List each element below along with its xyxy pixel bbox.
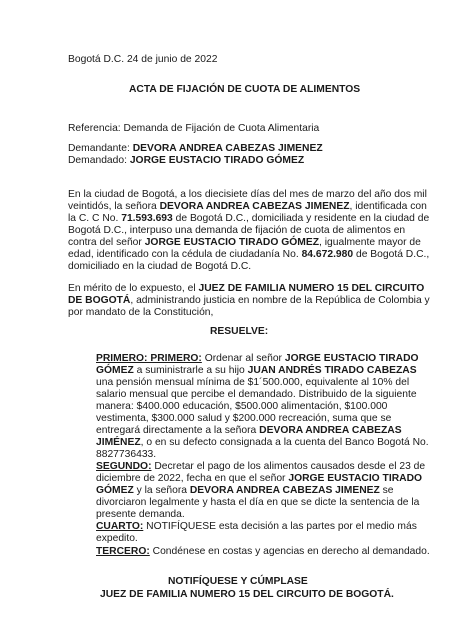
demandado-label: Demandado: — [68, 155, 130, 166]
tercero-label: TERCERO: — [96, 546, 150, 557]
text-span: a suministrarle a su hijo — [133, 365, 248, 376]
text-span: , o en su defecto consignada a la cuenta del Banco Bogotá No. — [140, 437, 429, 448]
place-date: Bogotá D.C. 24 de junio de 2022 — [68, 54, 218, 65]
text-line: por mandato de la Constitución, — [68, 307, 214, 318]
defendant-name: JORGE EUSTACIO TIRADO — [288, 473, 423, 484]
defendant-name: JORGE EUSTACIO TIRADO GÓMEZ — [144, 237, 319, 248]
plaintiff-id: 71.593.693 — [121, 213, 173, 224]
plaintiff-name: DEVORA ANDREA CABEZAS JIMENEZ — [189, 485, 380, 496]
defendant-id: 84.672.980 — [301, 249, 354, 260]
closing-notifiquese: NOTIFÍQUESE Y CÚMPLASE — [168, 576, 308, 587]
demandante-label: Demandante: — [68, 143, 133, 154]
text-line — [96, 520, 417, 533]
text-span: de Bogotá D.C., — [353, 249, 430, 260]
text-line: domiciliado en la ciudad de Bogotá D.C. — [68, 261, 252, 272]
demandante-name: DEVORA ANDREA CABEZAS JIMENEZ — [132, 143, 323, 154]
text-line: salario mensual que percibe el demandado. Distribuido de la siguiente — [96, 389, 417, 400]
plaintiff-name: JIMÉNEZ — [96, 437, 141, 448]
demandado-line — [68, 154, 304, 167]
text-span: , igualmente mayor de — [319, 237, 421, 248]
text-span: NOTIFÍQUESE esta decisión a las partes por el medio más — [143, 521, 417, 532]
primero-label: PRIMERO: PRIMERO: — [96, 353, 202, 364]
child-name: JUAN ANDRÉS TIRADO CABEZAS — [247, 365, 417, 376]
text-span: Condénese en costas y agencias en derecho al demandado. — [149, 546, 430, 557]
text-span: veintidós, la señora — [68, 201, 160, 212]
defendant-name: GÓMEZ — [96, 365, 134, 376]
segundo-label: SEGUNDO: — [96, 461, 152, 472]
text-line: vestimenta, $300.000 salud y $200.000 recreación, suma que se — [96, 413, 392, 424]
text-span: la C. C No. — [68, 213, 122, 224]
text-span: , administrando justicia en nombre de la República de Colombia y — [130, 295, 430, 306]
cuarto-label: CUARTO: — [96, 521, 144, 532]
text-span: y la señora — [133, 485, 190, 496]
text-line: una pensión mensual mínima de $1´500.000, equivalente al 10% del — [96, 377, 410, 388]
text-line: expedito. — [96, 533, 138, 544]
text-span: contra del señor — [68, 237, 145, 248]
resuelve-heading: RESUELVE: — [210, 326, 269, 337]
text-line: divorciaron legalmente y hasta el día en que se dicte la sentencia de la — [96, 497, 420, 508]
closing-judge: JUEZ DE FAMILIA NUMERO 15 DEL CIRCUITO DE BOGOTÁ. — [100, 589, 394, 600]
text-span: Decretar el pago de los alimentos causados desde el 23 de — [151, 461, 426, 472]
document-title: ACTA DE FIJACIÓN DE CUOTA DE ALIMENTOS — [129, 84, 361, 95]
defendant-name: GÓMEZ — [96, 485, 134, 496]
text-line — [96, 545, 430, 558]
judge-city: DE BOGOTÁ — [68, 295, 131, 306]
text-span: de Bogotá D.C., domiciliada y residente en la ciudad de — [172, 213, 430, 224]
reference-line: Referencia: Demanda de Fijación de Cuota Alimentaria — [68, 123, 320, 134]
plaintiff-name: DEVORA ANDREA CABEZAS — [259, 425, 402, 436]
text-line: manera: $400.000 educación, $500.000 alimentación, $100.000 — [96, 401, 388, 412]
text-line: En la ciudad de Bogotá, a los diecisiete días del mes de marzo del año dos mil — [68, 189, 427, 200]
text-line: Bogotá D.C., interpuso una demanda de fijación de cuota de alimentos en — [68, 225, 406, 236]
demandado-name: JORGE EUSTACIO TIRADO GÓMEZ — [129, 155, 305, 166]
text-span: , identificada con — [349, 201, 427, 212]
judge-name: JUEZ DE FAMILIA NUMERO 15 DEL CIRCUITO — [198, 283, 425, 294]
plaintiff-name: DEVORA ANDREA CABEZAS JIMENEZ — [159, 201, 350, 212]
text-span: En mérito de lo expuesto, el — [68, 283, 199, 294]
text-span: entregará directamente a la señora — [96, 425, 260, 436]
defendant-name: JORGE EUSTACIO TIRADO — [284, 353, 419, 364]
text-line: 8827736433. — [96, 449, 157, 460]
text-span: se — [379, 485, 394, 496]
text-span: Ordenar al señor — [201, 353, 285, 364]
text-line: presente demanda. — [96, 509, 185, 520]
text-span: diciembre de 2022, fecha en que el señor — [96, 473, 289, 484]
text-span: edad, identificado con la cédula de ciudadanía No. — [68, 249, 302, 260]
